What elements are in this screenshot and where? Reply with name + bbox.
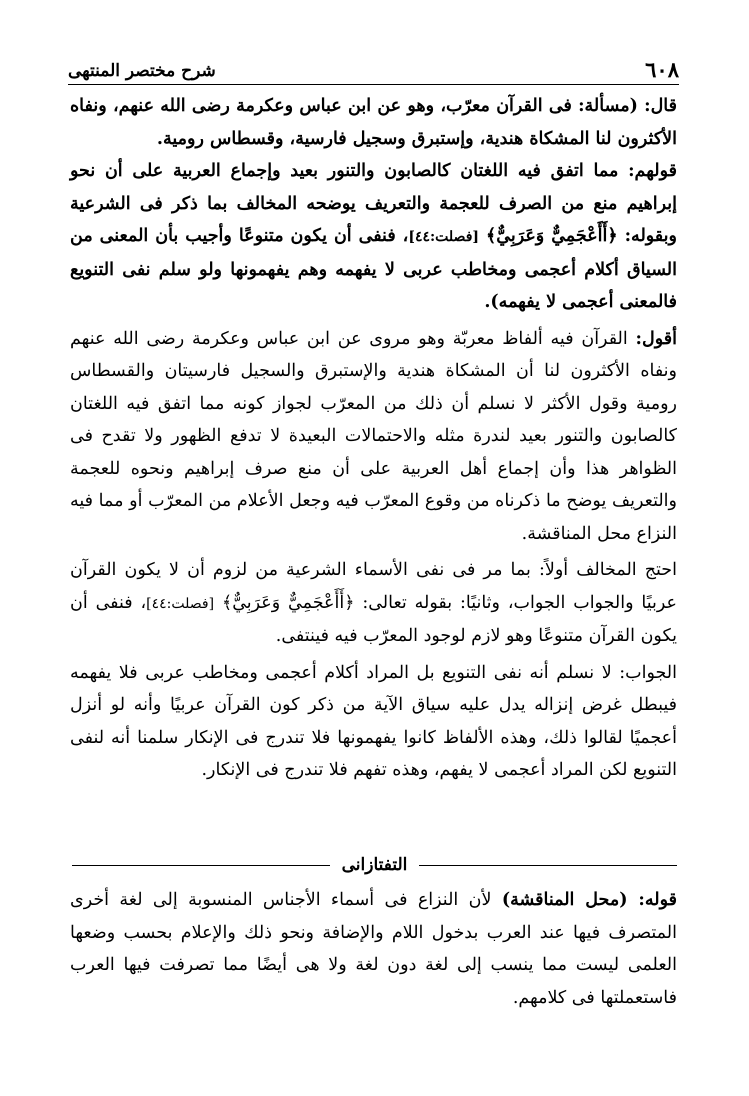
- opponent-lead: احتج المخالف أولاً: بما مر فى نفى الأسماء الشرعية من لزوم أن لا يكون القرآن عربيًا والجواب الجواب، وثانيًا: بقوله تعالى: ﴿أَأَعْجَمِيٌّ وَعَرَبِيٌّ﴾: [70, 560, 677, 613]
- aqul-text: القرآن فيه ألفاظ معربّة وهو مروى عن ابن عباس وعكرمة رضى الله عنهم ونفاه الأكثرون لنا أن المشكاة هندية والإستبرق والسجيل فارسيتان والقسطاس رومية وقول الأكثر لا نسلم أن ذلك من المعرّب لجواز كونه مما اتفق فيه اللغتان كالصابون والتنور بعيد لندرة مثله والاحتمالات البعيدة لا تدفع الظهور ولا تقدح فى الظواهر هذا وأن إجماع أهل العربية على أن منع صرف إبراهيم ونحوه للعجمة والتعريف يوضح ما ذكرناه من وقوع المعرّب فيه وجعل الأعلام من المعرّب أو مما فيه النزاع محل المناقشة.: [70, 328, 677, 544]
- commentary-text: [70, 884, 677, 1014]
- running-title: شرح مختصر المنتهى: [68, 61, 216, 81]
- paragraph-question: قال: (مسألة: فى القرآن معرّب، وهو عن ابن عباس وعكرمة رضى الله عنهم، ونفاه الأكثرون لنا المشكاة هندية، وإستبرق وسجيل فارسية، وقسطاس رومية.: [70, 96, 677, 149]
- paragraph-claim: [70, 155, 677, 319]
- page-number: ٦٠٨: [645, 57, 679, 82]
- quran-citation-2: [فصلت:٤٤]: [146, 595, 215, 612]
- paragraph-opponent: [70, 554, 677, 653]
- paragraph-answer: الجواب: لا نسلم أنه نفى التنويع بل المراد أكلام أعجمى ومخاطب عربى فلا يفهمه فيبطل غرض إنزاله يدل عليه سياق الآية من ذكر كون القرآن عربيًا وأنه لو أنزل أعجميًا لقالوا ذلك، وهذه الألفاظ كانوا يفهمونها فلا تندرج فى الإنكار سلمنا أنه لنفى التنويع لكن المراد أعجمى لا يفهم، وهذه تفهم فلا تندرج فى الإنكار.: [70, 662, 677, 780]
- page-header: [68, 48, 679, 85]
- quran-citation: [فصلت:٤٤]: [408, 229, 480, 245]
- aqul-label: أقول:: [635, 328, 677, 349]
- opponent-rest: ، فنفى أن يكون القرآن متنوعًا وهو لازم لوجود المعرّب فيه فينتفى.: [70, 592, 677, 646]
- section-divider: [72, 852, 677, 878]
- commentary-rest: لأن النزاع فى أسماء الأجناس المنسوبة إلى لغة أخرى المتصرف فيها عند العرب بدخول اللام والإضافة ونحو ذلك والإعلام بحسب وضعها العلمى ليست مما ينسب إلى لغة دون لغة ولا هى أيضًا مما تصرفت فيها العرب فاستعملتها فى كلامهم.: [70, 890, 677, 1008]
- commentary-lead: قوله: (محل المناقشة): [501, 890, 677, 910]
- main-text: [70, 90, 677, 787]
- claim-lead: قولهم: مما اتفق فيه اللغتان كالصابون والتنور بعيد وإجماع العربية على أن نحو إبراهيم منع من الصرف للعجمة والتعريف يوضحه المخالف بما ذكر فى الشرعية وبقوله: ﴿أَأَعْجَمِيٌّ وَعَرَبِيٌّ﴾: [70, 161, 677, 246]
- claim-rest: ، فنفى أن يكون متنوعًا وأجيب بأن المعنى من السياق أكلام أعجمى ومخاطب عربى لا يفهمه وهم يفهمونها ولو سلم نفى التنويع فالمعنى أعجمى لا يفهمه).: [70, 226, 677, 312]
- divider-rule-left: [72, 865, 330, 866]
- paragraph-commentary: [70, 323, 677, 551]
- commentary-paragraph: [70, 884, 677, 1014]
- divider-rule-right: [419, 865, 677, 866]
- section-title: التفتازانى: [341, 855, 408, 875]
